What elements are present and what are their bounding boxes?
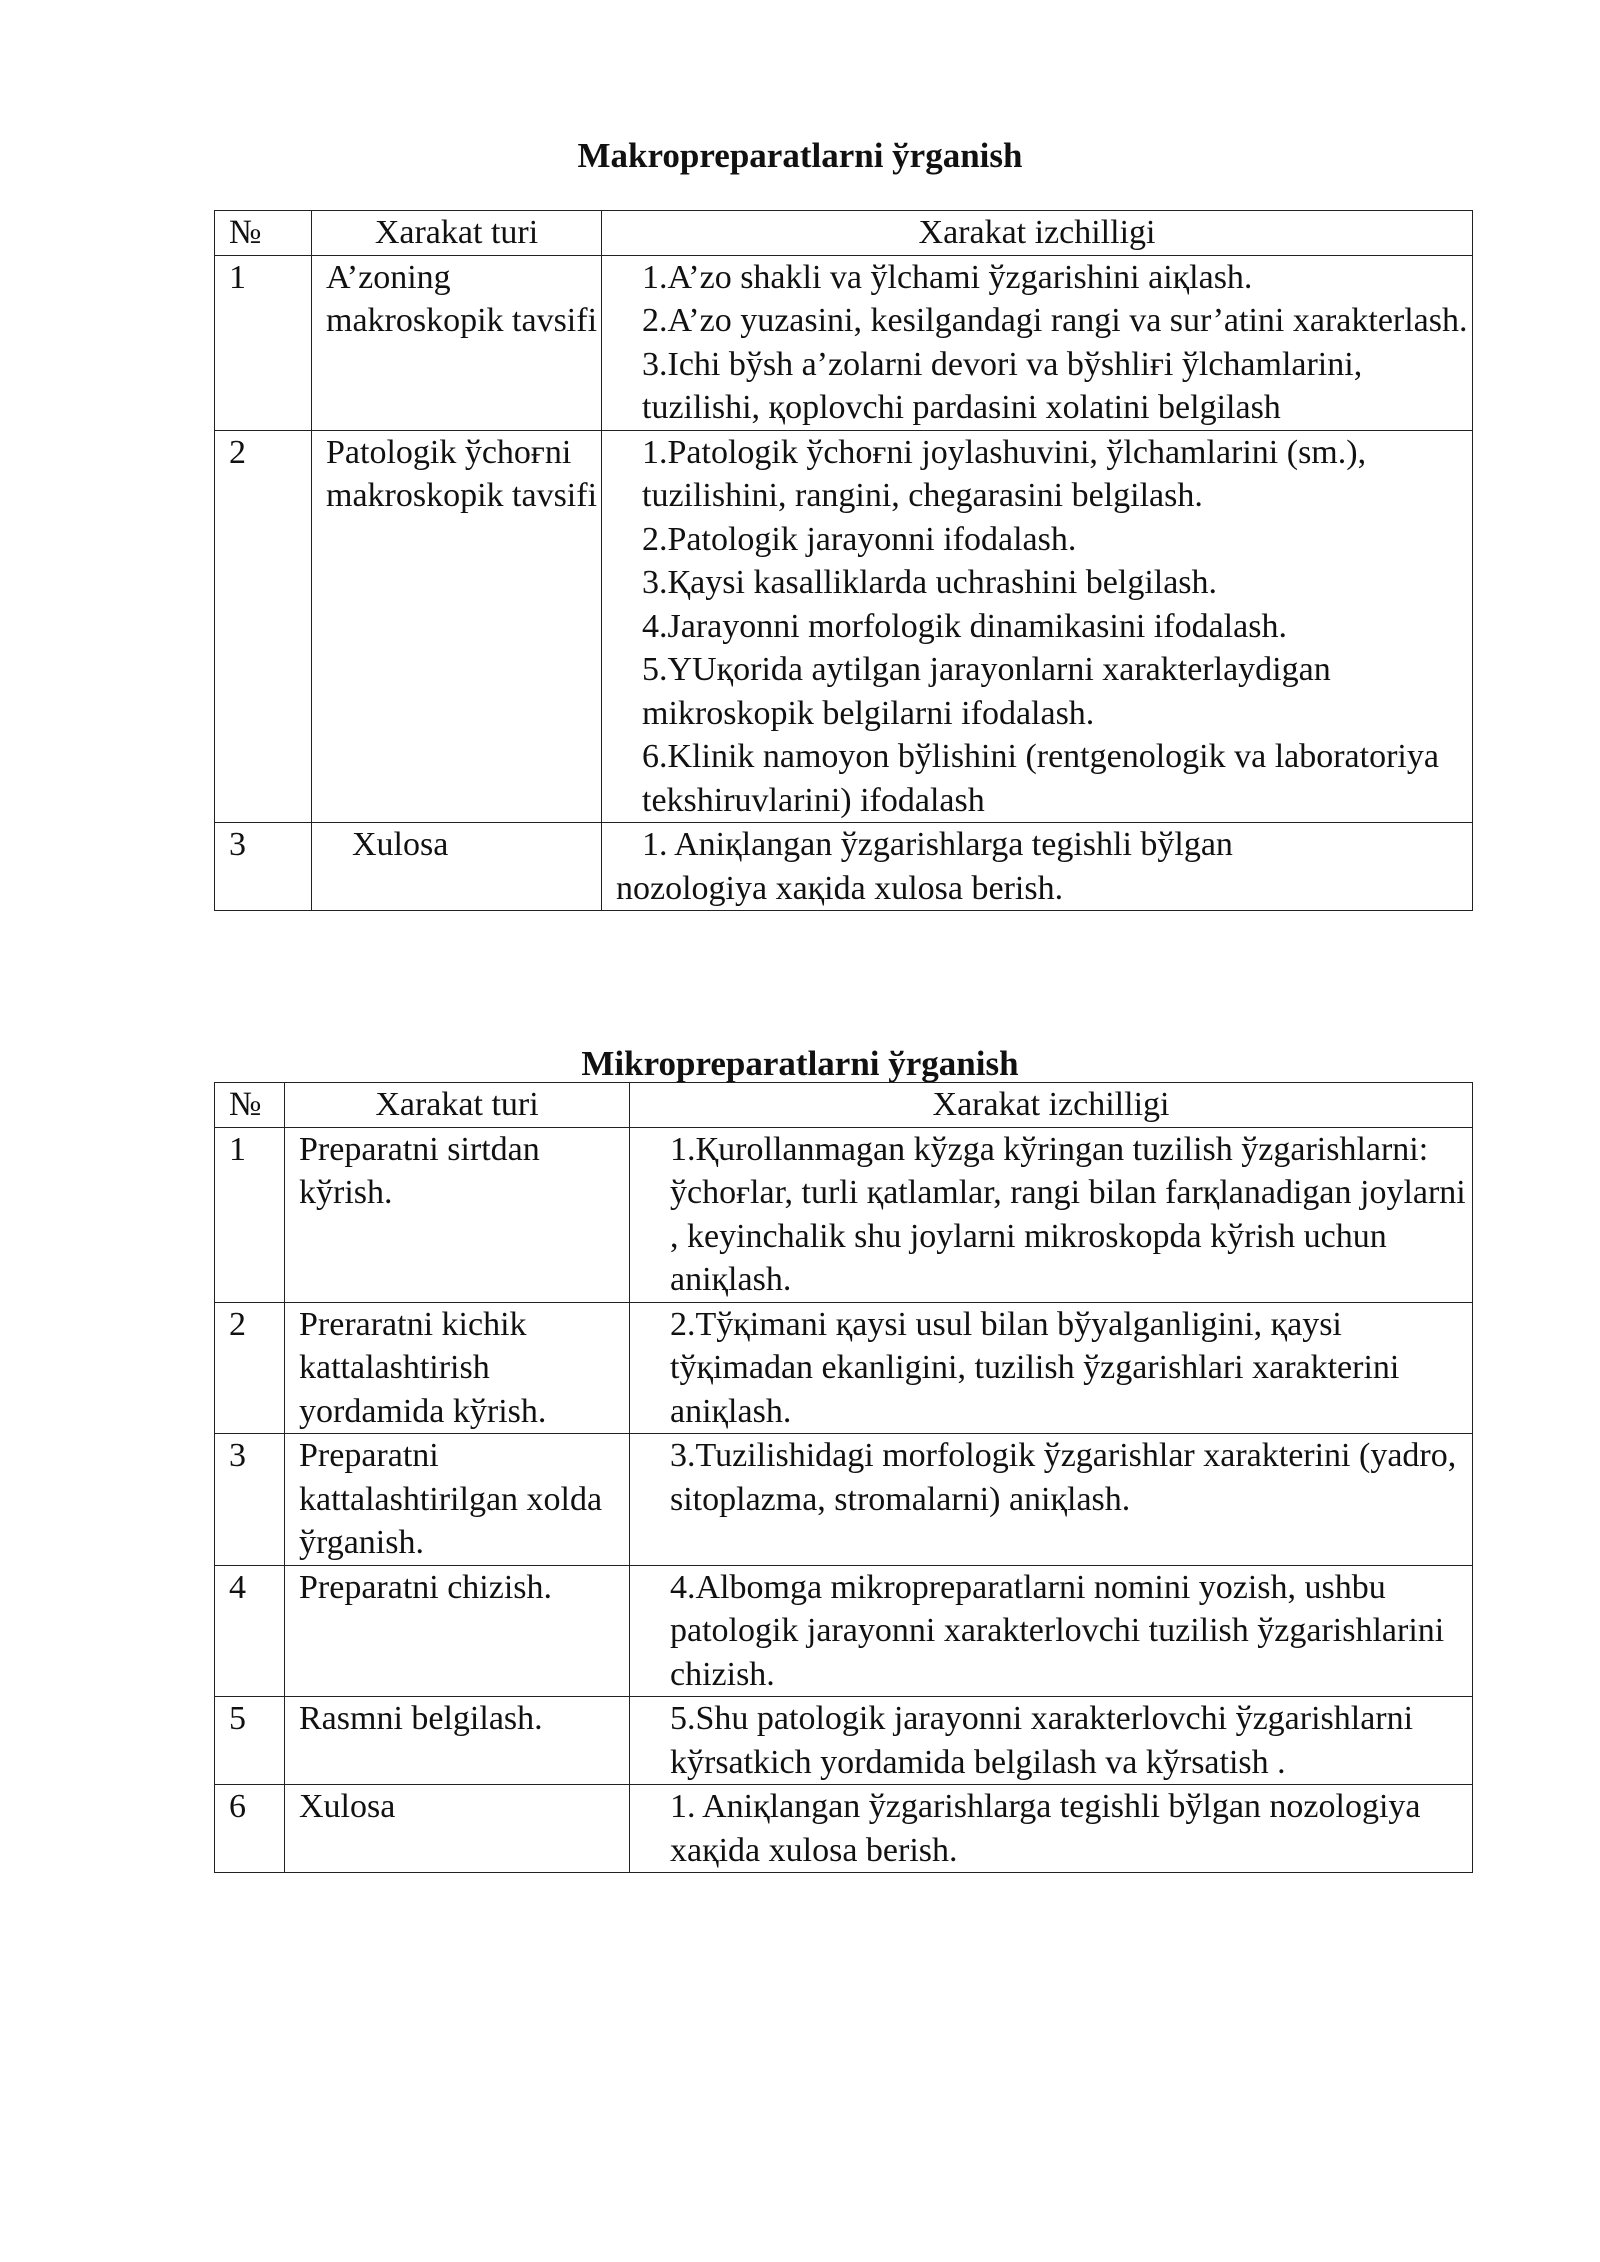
step-text: 2.A’zo yuzasini, kesilgandagi rangi va sur’atini xarakterlash.	[642, 302, 1468, 339]
row-action: Prerarаtni kichik kattalashtirish yordamida kўrish.	[285, 1302, 630, 1434]
row-num: 3	[215, 1434, 285, 1566]
table-row	[215, 255, 1473, 430]
micro-table	[214, 1082, 1473, 1873]
micro-header-num: №	[215, 1083, 285, 1128]
row-action: Patologik ўchoғni makroskopik tavsifi	[312, 430, 602, 823]
micro-header-steps: Xarakat izchilligi	[630, 1083, 1473, 1128]
row-steps	[602, 823, 1473, 911]
step-text: 1.Қurollanmagan kўzga kўringan tuzilish ўzgarishlarni: ўchoғlar, turli қatlamlar, rangi bilan farқlanadigan joylarni , keyinchalik shu joylarni mikroskopda kўrish uchun aniқlash.	[670, 1130, 1466, 1298]
row-steps	[630, 1697, 1473, 1785]
micro-title: Mikropreparatlarni ўrganish	[581, 1044, 1019, 1083]
row-action: Preparatni kattalashtirilgan xolda ўrganish.	[285, 1434, 630, 1566]
step-text: 1. Aniқlangan ўzgarishlarga tegishli bўlgan nozologiya xaқida xulosa berish.	[670, 1788, 1421, 1869]
row-action: A’zoning makroskopik tavsifi	[312, 255, 602, 430]
row-steps	[630, 1434, 1473, 1566]
table-row	[215, 1127, 1473, 1302]
macro-header-steps: Xarakat izchilligi	[602, 211, 1473, 256]
step-text: nozologiya xaқida xulosa berish.	[616, 869, 1064, 907]
micro-header-action: Xarakat turi	[285, 1083, 630, 1128]
row-num: 1	[215, 1127, 285, 1302]
macro-title: Makropreparatlarni ўrganish	[577, 136, 1023, 175]
step-text: 4.Albomga mikropreparatlarni nomini yozish, ushbu patologik jarayonni xarakterlovchi tuzilish ўzgarishlarini chizish.	[670, 1568, 1445, 1693]
row-action-text: Xulosa	[352, 826, 449, 863]
macro-table	[214, 210, 1473, 911]
table-row	[215, 1785, 1473, 1873]
row-steps	[630, 1302, 1473, 1434]
step-text: 2.Patologik jarayonni ifodalash.	[642, 520, 1077, 558]
step-text: 3.Tuzilishidagi morfologik ўzgarishlar xarakterini (yadro, sitoplazma, stromalarni) aniқlash.	[670, 1437, 1457, 1518]
row-num: 2	[215, 430, 312, 823]
step-text: 6.Klinik namoyon bўlishini (rentgenologik va laboratoriya tekshiruvlarini) ifodalash	[642, 738, 1439, 819]
step-text: 5.YUқorida aytilgan jarayonlarni xarakterlaydigan mikroskopik belgilarni ifodalash.	[642, 651, 1331, 732]
row-steps	[630, 1785, 1473, 1873]
row-steps	[630, 1127, 1473, 1302]
row-action: Rasmni belgilash.	[285, 1697, 630, 1785]
row-num: 1	[215, 255, 312, 430]
table-row	[215, 1434, 1473, 1566]
table-row	[215, 1697, 1473, 1785]
step-text: 1.A’zo shakli va ўlchami ўzgarishini aiқlash.	[642, 258, 1253, 296]
macro-header-num: №	[215, 211, 312, 256]
row-num: 3	[215, 823, 312, 911]
row-num: 5	[215, 1697, 285, 1785]
step-text: 1.Patologik ўchoғni joylashuvini, ўlchamlarini (sm.), tuzilishini, rangini, chegarasini belgilash.	[642, 433, 1367, 514]
row-steps	[602, 255, 1473, 430]
macro-header-row	[215, 211, 1473, 256]
step-text: 1. Aniқlangan ўzgarishlarga tegishli bўlgan	[642, 826, 1233, 863]
row-action: Preparatni chizish.	[285, 1565, 630, 1697]
step-text: 4.Jarayonni morfologik dinamikasini ifodalash.	[642, 607, 1287, 645]
row-num: 6	[215, 1785, 285, 1873]
row-action: Xulosa	[285, 1785, 630, 1873]
row-action: Preparatni sirtdan kўrish.	[285, 1127, 630, 1302]
table-row	[215, 1302, 1473, 1434]
table-row	[215, 1565, 1473, 1697]
macro-header-action: Xarakat turi	[312, 211, 602, 256]
table-row	[215, 823, 1473, 911]
step-text: 5.Shu patologik jarayonni xarakterlovchi ўzgarishlarni kўrsatkich yordamida belgilash va kўrsatish .	[670, 1700, 1414, 1781]
row-num: 4	[215, 1565, 285, 1697]
step-text: 3.Ichi bўsh a’zolarni devori va bўshliғi ўlchamlarini, tuzilishi, қoplovchi pardasini xolatini belgilash	[642, 345, 1363, 426]
row-num: 2	[215, 1302, 285, 1434]
row-action	[312, 823, 602, 911]
micro-header-row	[215, 1083, 1473, 1128]
table-row	[215, 430, 1473, 823]
step-text: 3.Қaysi kasalliklarda uchrashini belgilash.	[642, 564, 1218, 601]
step-text: 2.Tўқimani қaysi usul bilan bўyalganligini, қaysi tўқimadan ekanligini, tuzilish ўzgarishlari xarakterini aniқlash.	[670, 1305, 1400, 1430]
row-steps	[602, 430, 1473, 823]
row-steps	[630, 1565, 1473, 1697]
